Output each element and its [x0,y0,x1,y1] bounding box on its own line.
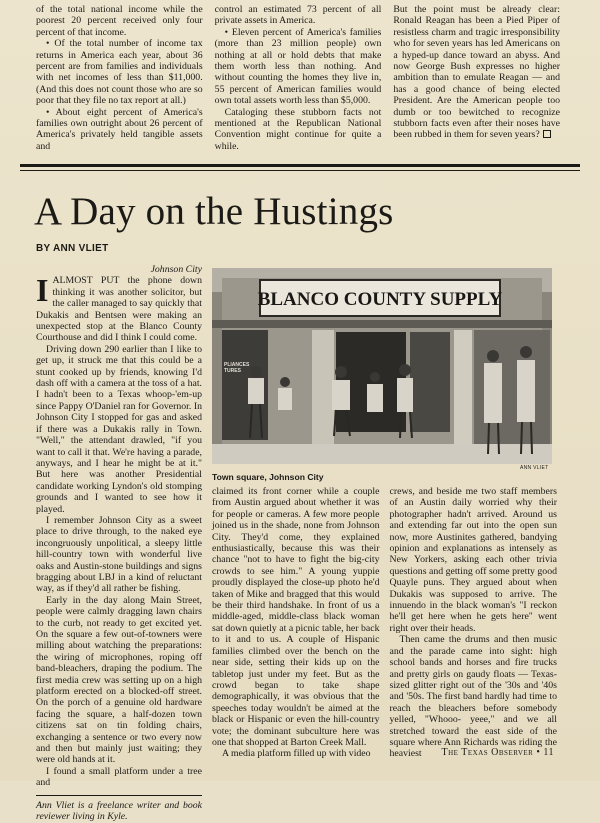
previous-article-columns [36,4,560,152]
store-sign-text: BLANCO COUNTY SUPPLY [257,289,503,310]
section-rule-thin [20,170,580,171]
body-paragraph: crews, and beside me two staff members of an Austin daily worried why their photographer hadn't arrived. Around us and extending far out into the open sun now, more Austinites gathered, bandying opinion and explanations as intensely as New Yorkers, asking each other trivia questions and getting off some pretty good Quayle puns. They argued about when Dukakis was supposed to arrive. The innuendo in the black woman's "I reckon he'll get here when he gets here" went right over their heads. [389,486,557,634]
page-footer [442,747,554,758]
photo-credit: ANN VLIET [520,465,549,471]
previous-article-column-1 [36,4,203,152]
bio-divider [36,795,202,796]
author-bio: Ann Vliet is a freelance writer and book reviewer living in Kyle. [36,799,202,823]
dateline: Johnson City [150,264,202,275]
town-square-photo [212,268,552,464]
previous-article-column-3 [393,4,560,152]
closing-paragraph: But the point must be already clear: Ronald Reagan has been a Pied Piper of resistless charm and tragic irresponsibility who for seven years has led Americans on a hyped-up dance toward an abyss. And now George Bush expresses no higher ambition than to emulate Reagan — and has a good chance of being elected President. Are the American people too dumb or too bewitched to recognize stubborn facts even after their noses have been rubbed in them for seven years? [393,4,561,141]
article-photo [212,268,552,464]
article-left-column [36,264,202,823]
article-middle-column [212,486,380,760]
footer-separator: • [536,747,541,758]
body-paragraph: A media platform filled up with video [222,748,371,760]
body-paragraph: Early in the day along Main Street, people were calmly dragging lawn chairs to the curb, not ready to get excited yet. On the square a few out-of-towners were milling about watching the preparations: the wiring of microphones, roping off band-bleachers, draping the podium. The first media crew was setting up on a high platform erected on a blocked-off street. On the porch of a genuine old hardware facing the square, a half-dozen town citizens sat on tin folding chairs, exchanging a sentence or two every now and then but mainly just waiting; they were old hands at it. [36,594,202,766]
body-paragraph [393,4,560,141]
body-paragraph: • About eight percent of America's families own outright about 26 percent of America's privately held tangible assets and [36,106,203,152]
lead-caps: ALMOST PUT [52,275,120,287]
photo-caption: Town square, Johnson City [212,472,324,482]
article-right-column [390,486,558,760]
lead-paragraph [36,272,202,344]
body-paragraph: Then came the drums and then music and the parade came into sight: high school bands and horses and fire trucks and pretty girls on gaudy floats — Texas-sized glitter right out of the '30s and '40s and '50s. The first band hardly had time to reach the bleachers before somebody yelled, "Whooo- yeee," and we all stretched toward the east side of the square where Ann Richards was riding the heaviest [389,634,557,760]
article-bottom-columns [212,486,557,760]
lead-text: the phone down thinking it was another solicitor, but the caller managed to say quickly that Dukakis and Bentsen were making an unexpected stop at the Blanco County Courthouse and did I think I could come. [36,275,202,344]
page-number: 11 [543,747,554,758]
section-rule-thick [20,164,580,167]
end-of-article-mark [543,130,551,138]
body-paragraph: • Eleven percent of America's families (more than 23 million people) own nothing at all or hold debts that make them worth less than nothing. And without counting the homes they live in, 55 percent of American families would own total assets worth less than $5,000. [214,26,382,107]
svg-text:TURES: TURES [224,368,241,374]
article-byline: BY ANN VLIET [36,243,109,254]
body-paragraph: I remember Johnson City as a sweet place to drive through, to the naked eye incongruously unpolitical, a sleepy little hill-country town with wonderful live oaks and Austin-stone buildings and signs bragging about LBJ in a kind of reluctant way, as if they'd all rather be fishing. [36,514,202,595]
body-paragraph: claimed its front corner while a couple from Austin argued about whether it was for people or cameras. A few more people joined us in the shade, none from Johnson City. They'd come, they explained enthusiastically, because this was their chance "not to have to fight the big-city crowds to see him." A young yuppie proudly displayed the close-up photo he'd taken of Mike and bragged that this would be their third handshake. In front of us a middle-aged, middle-class black woman sat down quietly at a picnic table, her back to it and to us. A couple of Hispanic families climbed over the bench on the near side, setting their kids up on the tabletop just under my feet. But as the crowd began to take shape demographically, it was obvious that the speeches today wouldn't be aimed at the black or Hispanic or even the hill-country vote; the dominant subculture here was one that shopped at Barton Creek Mall. [212,486,380,748]
body-paragraph: of the total national income while the poorest 20 percent received only four percent of that income. [36,4,203,38]
body-paragraph: control an estimated 73 percent of all private assets in America. [214,4,382,27]
previous-article-column-2 [215,4,382,152]
body-paragraph: I found a small platform under a tree and [36,765,202,789]
drop-cap: I [36,272,49,309]
body-paragraph: Driving down 290 earlier than I like to get up, it struck me that this could be a stunt cooked up by friends, knowing I'd dash off with a camera at the toss of a hat. I hadn't been to a Texas whoop-'em-up since Pappy O'Daniel ran for Governor. In Johnson City I stopped for gas and asked if there was a Dukakis rally in Town. "Well," the attendant drawled, "if you want to call it that. We're having a parade, anyways, and I hear he might be at it." But here was another Presidential candidate working Lyndon's old stomping grounds and I wanted to see how it played. [36,343,202,515]
article-headline: A Day on the Hustings [34,190,394,233]
publication-name: The Texas Observer [441,747,534,758]
body-paragraph: • Of the total number of income tax returns in America each year, about 36 percent are from families and individuals with net incomes of less than $11,000. (And this does not count those who are so poor that they file no tax report at all.) [36,38,203,107]
svg-text:PLIANCES: PLIANCES [224,362,250,368]
body-paragraph: Cataloging these stubborn facts not mentioned at the Republican National Convention might continue for quite a while. [214,106,382,152]
